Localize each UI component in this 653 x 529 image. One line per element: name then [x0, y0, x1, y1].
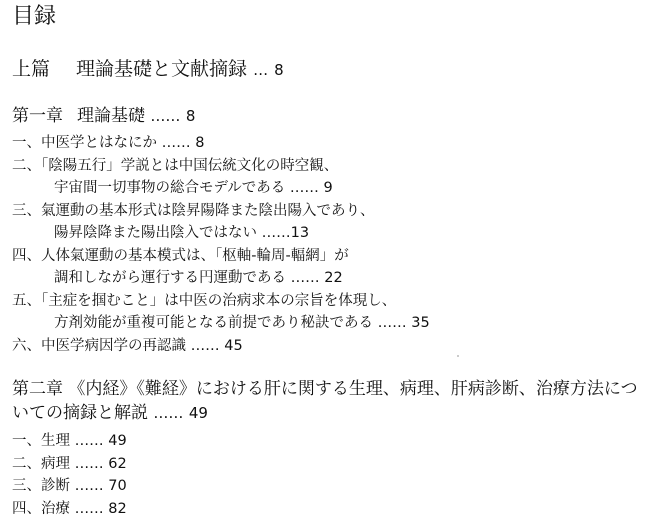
item-page: 49	[108, 433, 127, 449]
page-title: 目録	[12, 4, 57, 29]
chapter-1-items	[12, 132, 648, 357]
item-marker: 五、	[12, 292, 41, 309]
item-page: 9	[323, 180, 333, 196]
chapter-label: 第二章	[12, 379, 63, 399]
chapter-name: 理論基礎	[77, 106, 145, 126]
chapter-page: 49	[188, 404, 208, 422]
item-page: 70	[108, 478, 127, 494]
item-leader: ……	[377, 315, 407, 331]
item-page: 8	[195, 135, 205, 151]
toc-item	[12, 498, 648, 521]
item-marker: 二、	[12, 157, 41, 174]
item-leader: ……	[190, 337, 220, 354]
toc-item	[12, 200, 648, 245]
item-text: 「陰陽五行」学説とは中国伝統文化の時空観、	[41, 157, 339, 174]
item-leader: ……	[74, 500, 104, 517]
item-marker: 一、	[12, 433, 41, 449]
toc-item	[12, 335, 648, 358]
chapter-leader: ……	[150, 107, 181, 125]
item-leader: ……	[290, 270, 320, 286]
item-page: 45	[224, 337, 243, 354]
item-leader: ……	[74, 478, 104, 494]
item-text-continued: 方剤効能が重複可能となる前提であり秘訣である	[54, 315, 373, 331]
toc-item	[12, 132, 648, 155]
item-marker: 三、	[12, 478, 41, 494]
item-page: 62	[108, 455, 127, 472]
toc-item	[12, 245, 648, 290]
toc-item	[12, 430, 648, 453]
chapter-leader: ……	[153, 404, 184, 422]
item-text: 生理	[41, 433, 70, 449]
item-marker: 二、	[12, 455, 41, 472]
part-name: 理論基礎と文献摘録	[76, 58, 248, 80]
item-text: 「主症を掴むこと」は中医の治病求本の宗旨を体現し、	[41, 292, 397, 309]
item-marker: 一、	[12, 135, 41, 151]
toc-item	[12, 290, 648, 335]
item-page: 13	[290, 225, 310, 241]
toc-item	[12, 453, 648, 476]
item-text-continued: 陽昇陰降また陽出陰入ではない	[54, 225, 257, 241]
part-page: 8	[274, 61, 284, 79]
item-marker: 六、	[12, 337, 41, 354]
item-text: 氣運動の基本形式は陰昇陽降また陰出陽入であり、	[41, 202, 375, 219]
item-leader: ……	[74, 433, 104, 449]
item-marker: 四、	[12, 247, 41, 264]
item-marker: 四、	[12, 500, 41, 517]
item-leader: ……	[161, 135, 191, 151]
toc-item	[12, 475, 648, 498]
item-page: 22	[324, 270, 343, 286]
chapter-name: 《内経》《難経》における肝に関する生理、病理、肝病診断、治療方法についての摘録と解説	[12, 379, 638, 423]
item-text: 治療	[41, 500, 70, 517]
chapter-2-heading	[12, 377, 644, 425]
chapter-1-heading	[12, 105, 195, 127]
item-page: 82	[108, 500, 127, 517]
item-text-continued: 宇宙間一切事物の総合モデルである	[54, 180, 286, 196]
item-text: 中医学とはなにか	[41, 135, 157, 151]
item-text: 中医学病因学の再認識	[41, 337, 186, 354]
item-text-continued: 調和しながら運行する円運動である	[54, 270, 286, 286]
part-heading	[12, 57, 284, 82]
chapter-page: 8	[185, 107, 196, 125]
chapter-label: 第一章	[12, 106, 63, 126]
item-leader: ……	[261, 225, 291, 241]
item-text: 診断	[41, 478, 70, 494]
item-page: 35	[411, 315, 430, 331]
item-marker: 三、	[12, 202, 41, 219]
part-leader: …	[253, 61, 269, 79]
item-text: 人体氣運動の基本模式は、「枢軸-輪周-輻網」が	[41, 247, 349, 264]
part-label: 上篇	[12, 58, 51, 80]
item-leader: ……	[74, 455, 104, 472]
chapter-2-items	[12, 430, 648, 520]
item-text: 病理	[41, 455, 70, 472]
stray-dot	[457, 355, 459, 357]
item-leader: ……	[289, 180, 319, 196]
toc-item	[12, 155, 648, 200]
